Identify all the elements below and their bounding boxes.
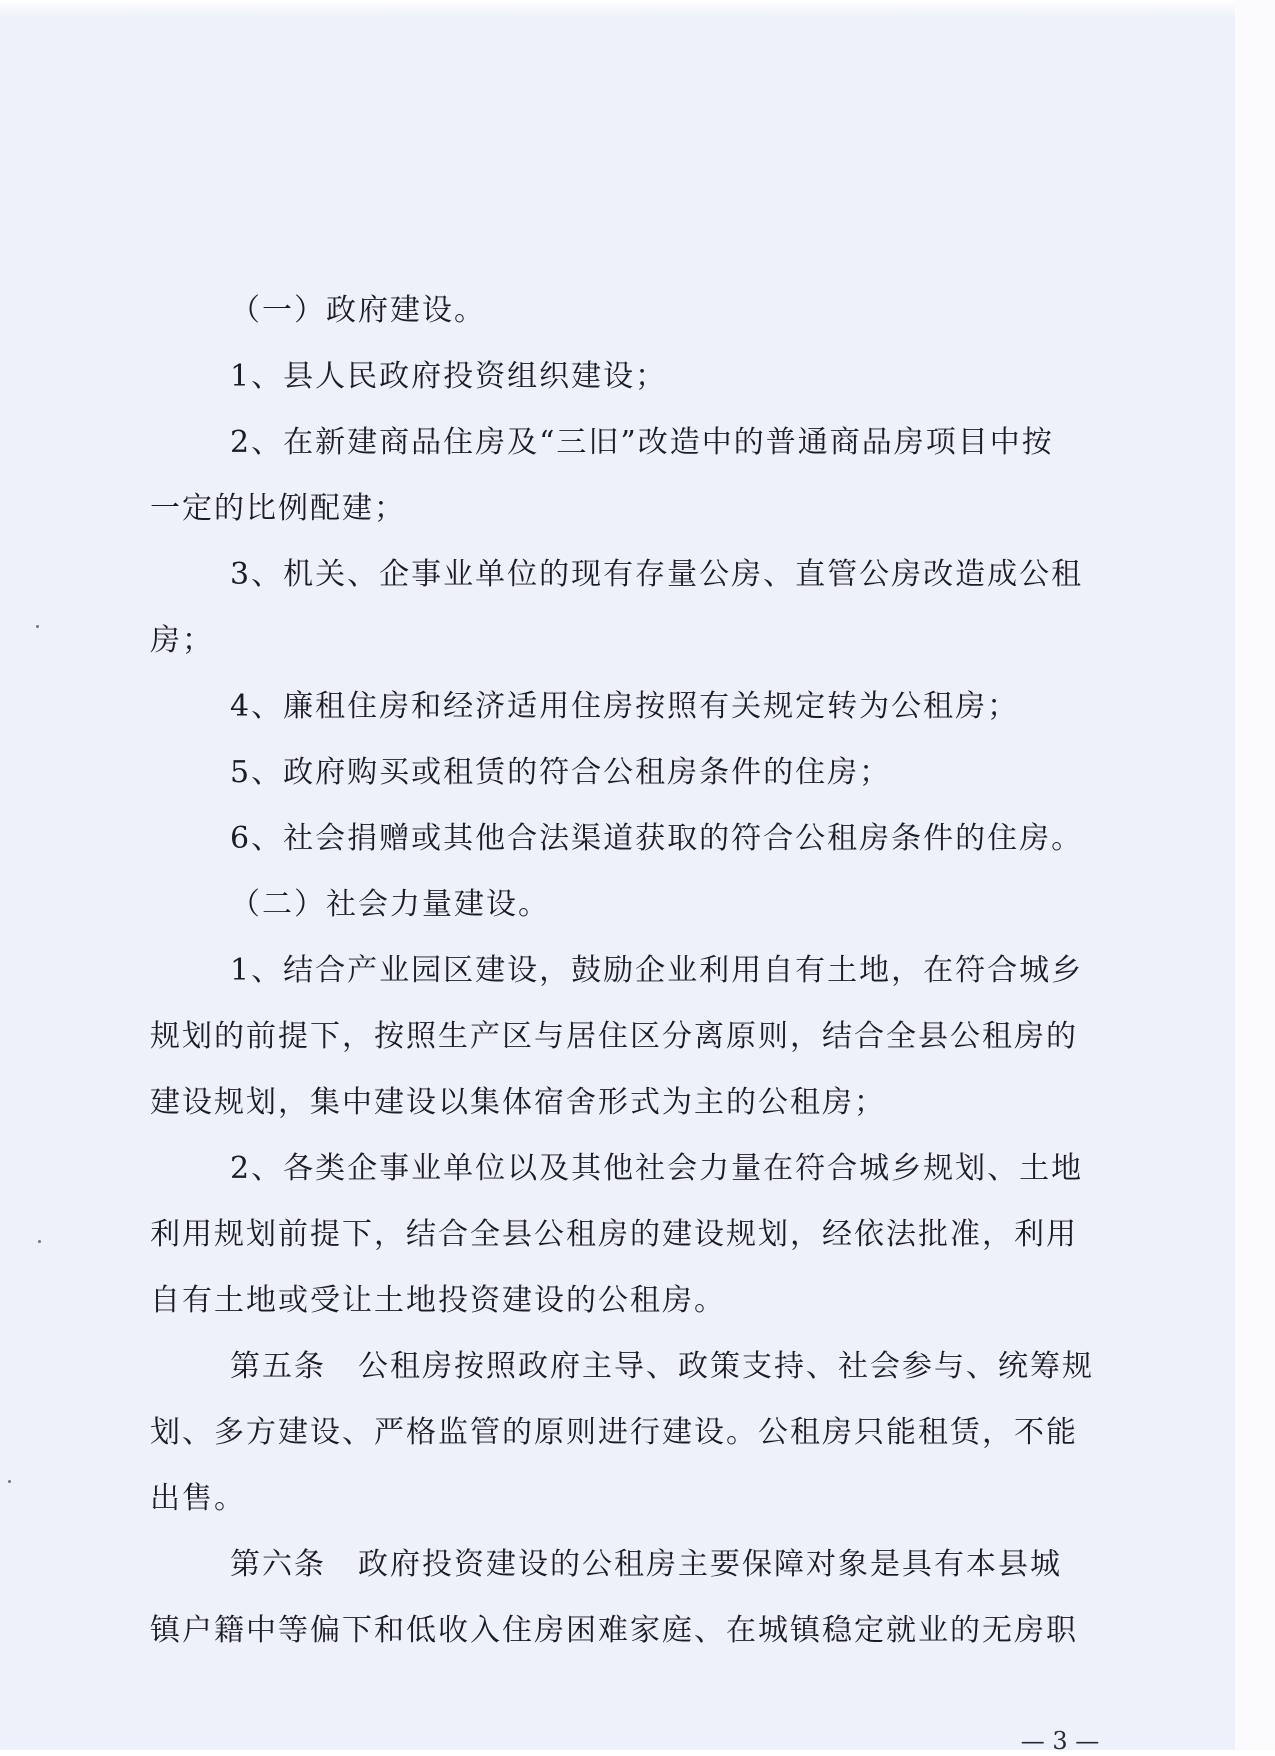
list-item: 1、结合产业园区建设，鼓励企业利用自有土地，在符合城乡 [230,953,1084,988]
list-item: 5、政府购买或租赁的符合公租房条件的住房； [230,755,892,790]
list-item-continuation: 一定的比例配建； [150,491,406,526]
list-item-continuation: 自有土地或受让土地投资建设的公租房。 [150,1283,726,1318]
article-5-continuation: 划、多方建设、严格监管的原则进行建设。公租房只能租赁，不能 [150,1415,1078,1450]
scan-top-edge [0,0,1275,18]
article-6: 第六条 政府投资建设的公租房主要保障对象是具有本县城 [230,1547,1062,1582]
article-6-continuation: 镇户籍中等偏下和低收入住房困难家庭、在城镇稳定就业的无房职 [150,1613,1078,1648]
article-5: 第五条 公租房按照政府主导、政策支持、社会参与、统筹规 [230,1349,1094,1384]
page-number: — 3 — [1020,1727,1100,1755]
list-item-continuation: 房； [150,623,214,658]
list-item: 4、廉租住房和经济适用住房按照有关规定转为公租房； [230,689,1020,724]
list-item-continuation: 利用规划前提下，结合全县公租房的建设规划，经依法批准，利用 [150,1217,1078,1252]
list-item-continuation: 规划的前提下，按照生产区与居住区分离原则，结合全县公租房的 [150,1019,1078,1054]
scan-speck [38,1240,41,1243]
list-item: 2、在新建商品住房及“三旧”改造中的普通商品房项目中按 [230,425,1054,460]
list-item: 1、县人民政府投资组织建设； [230,359,668,394]
list-item: 3、机关、企事业单位的现有存量公房、直管公房改造成公租 [230,557,1084,592]
scan-speck [8,1480,11,1483]
article-5-continuation: 出售。 [150,1481,246,1516]
scan-right-edge [1235,0,1275,1750]
list-item: 6、社会捐赠或其他合法渠道获取的符合公租房条件的住房。 [230,821,1084,856]
document-body [150,278,1115,1664]
list-item: 2、各类企事业单位以及其他社会力量在符合城乡规划、土地 [230,1151,1084,1186]
section-heading-government-construction: （一）政府建设。 [230,293,486,328]
list-item-continuation: 建设规划，集中建设以集体宿舍形式为主的公租房； [150,1085,886,1120]
section-heading-social-construction: （二）社会力量建设。 [230,887,550,922]
scan-speck [36,625,39,628]
